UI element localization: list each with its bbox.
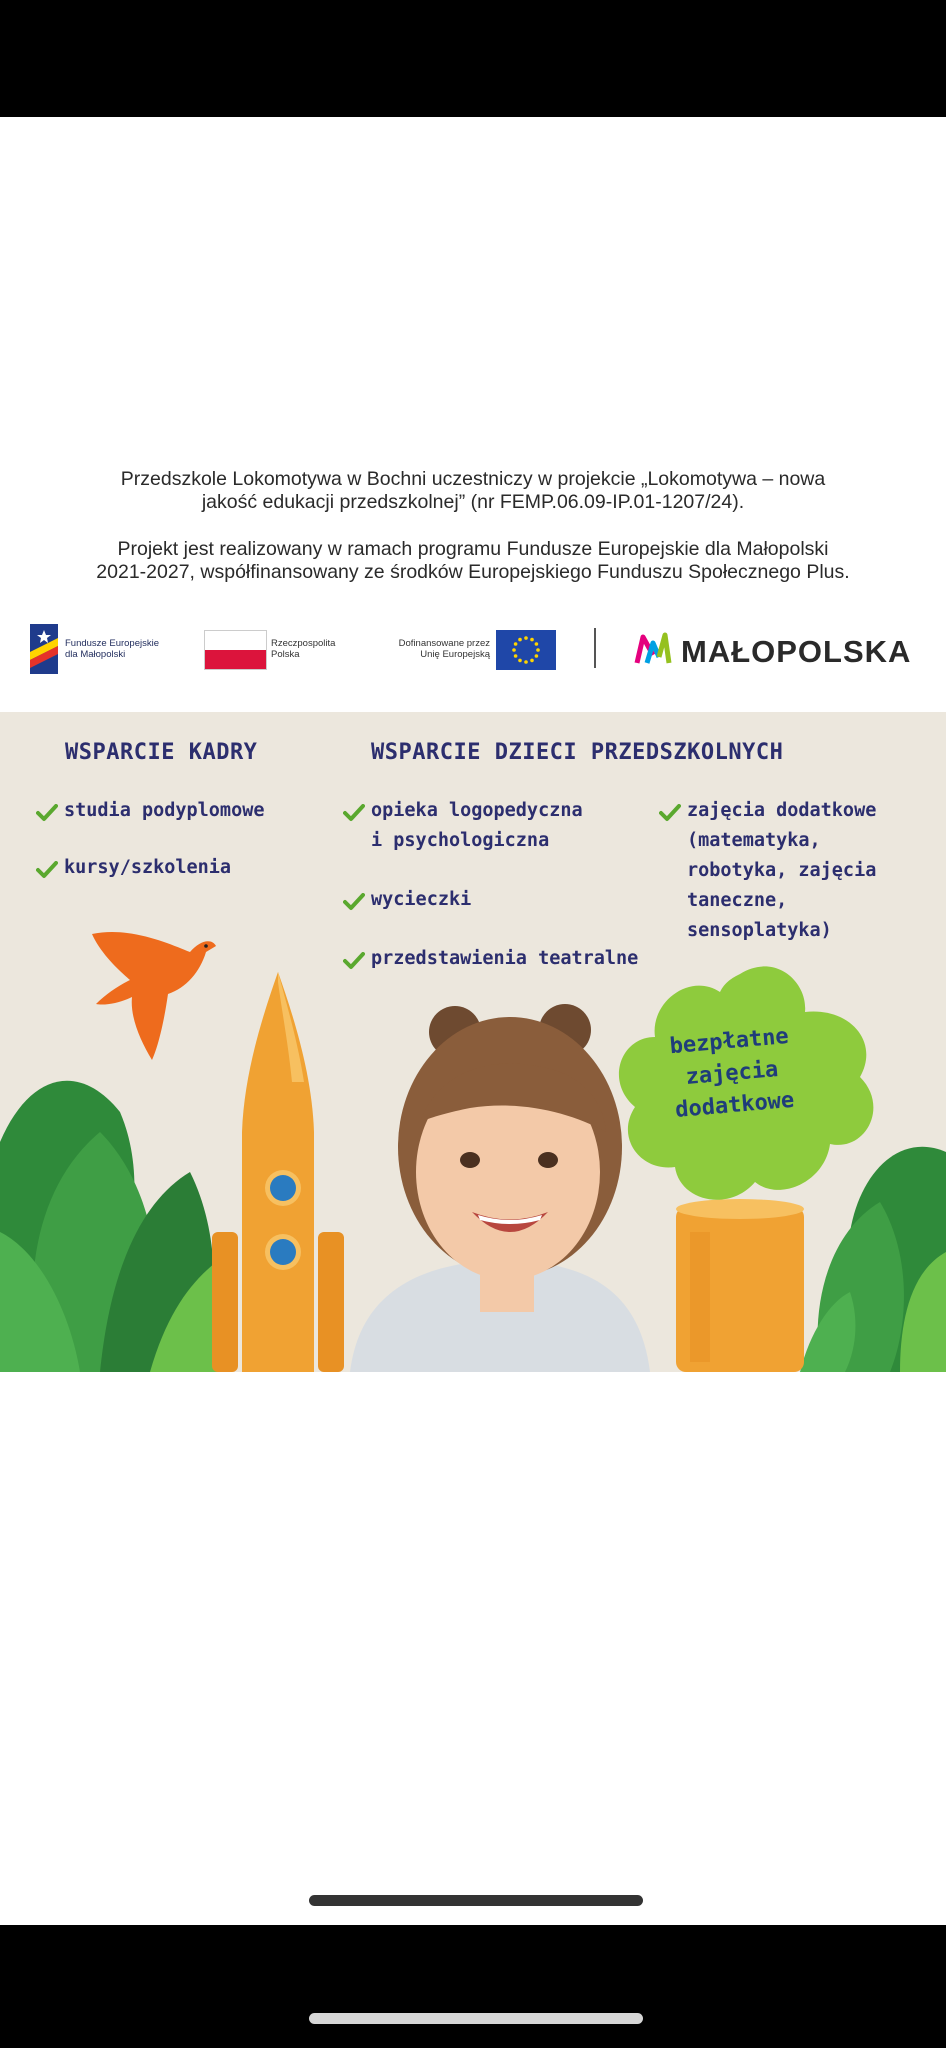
child-item-line: sensoplatyka) — [687, 920, 832, 941]
check-icon — [659, 804, 681, 822]
leaves-left-icon — [0, 1081, 234, 1372]
child-item-line: taneczne, — [687, 890, 788, 911]
rocket-icon — [212, 972, 344, 1372]
child-photo-icon — [350, 1004, 650, 1372]
free-classes-badge — [628, 1017, 836, 1130]
logo-divider — [594, 628, 596, 668]
heading-children-support: WSPARCIE DZIECI PRZEDSZKOLNYCH — [371, 740, 784, 765]
fe-logo-line: dla Małopolski — [65, 649, 126, 660]
ue-logo-text — [372, 638, 490, 660]
fe-logo-line: Fundusze Europejskie — [65, 638, 159, 649]
fundusze-europejskie-logo-icon — [30, 624, 58, 674]
child-item-extra — [687, 796, 876, 946]
child-item-line: i psychologiczna — [371, 830, 550, 851]
rp-logo-line: Polska — [271, 649, 300, 660]
bottom-bar — [0, 1925, 946, 2048]
check-icon — [36, 804, 58, 822]
intro-line: jakość edukacji przedszkolnej” (nr FEMP.06.09-IP.01-1207/24). — [201, 491, 745, 513]
status-bar — [0, 0, 946, 117]
intro-line: Przedszkole Lokomotywa w Bochni uczestniczy w projekcie „Lokomotywa – nowa — [120, 468, 826, 490]
child-item-line: opieka logopedyczna — [371, 800, 583, 821]
project-banner — [0, 712, 946, 1372]
child-item: wycieczki — [371, 889, 472, 910]
child-item: przedstawienia teatralne — [371, 948, 639, 969]
ue-logo-line: Dofinansowane przez — [398, 638, 490, 649]
child-item — [371, 796, 583, 856]
crayon-cup-icon — [676, 1199, 804, 1372]
badge-line: zajęcia — [684, 1057, 780, 1090]
funding-logos-bar — [0, 618, 946, 678]
check-icon — [36, 861, 58, 879]
malopolska-wordmark: MAŁOPOLSKA — [681, 634, 912, 669]
polish-flag-icon — [204, 630, 267, 670]
check-icon — [343, 893, 365, 911]
check-icon — [343, 952, 365, 970]
staff-item: studia podyplomowe — [64, 800, 265, 821]
malopolska-logo-icon — [633, 631, 673, 667]
intro-line: 2021-2027, współfinansowany ze środków Europejskiego Funduszu Społecznego Plus. — [96, 561, 850, 583]
rp-logo-text — [271, 638, 335, 660]
badge-line: bezpłatne — [668, 1023, 790, 1060]
child-item-line: (matematyka, — [687, 830, 821, 851]
intro-line: Projekt jest realizowany w ramach programu Fundusze Europejskie dla Małopolski — [117, 538, 829, 560]
heading-staff-support: WSPARCIE KADRY — [65, 740, 258, 765]
program-info — [20, 538, 926, 584]
leaves-right-icon — [800, 1147, 946, 1372]
home-indicator-secondary[interactable] — [309, 2013, 643, 2024]
bird-icon — [92, 932, 216, 1060]
home-indicator[interactable] — [309, 1895, 643, 1906]
staff-item: kursy/szkolenia — [64, 857, 232, 878]
fe-logo-text — [65, 638, 159, 660]
check-icon — [343, 804, 365, 822]
project-intro — [20, 468, 926, 514]
ue-logo-line: Unię Europejską — [420, 649, 490, 660]
child-item-line: zajęcia dodatkowe — [687, 800, 877, 821]
eu-flag-icon — [496, 630, 556, 670]
child-item-line: robotyka, zajęcia — [687, 860, 877, 881]
rp-logo-line: Rzeczpospolita — [271, 638, 336, 649]
badge-line: dodatkowe — [674, 1087, 796, 1124]
